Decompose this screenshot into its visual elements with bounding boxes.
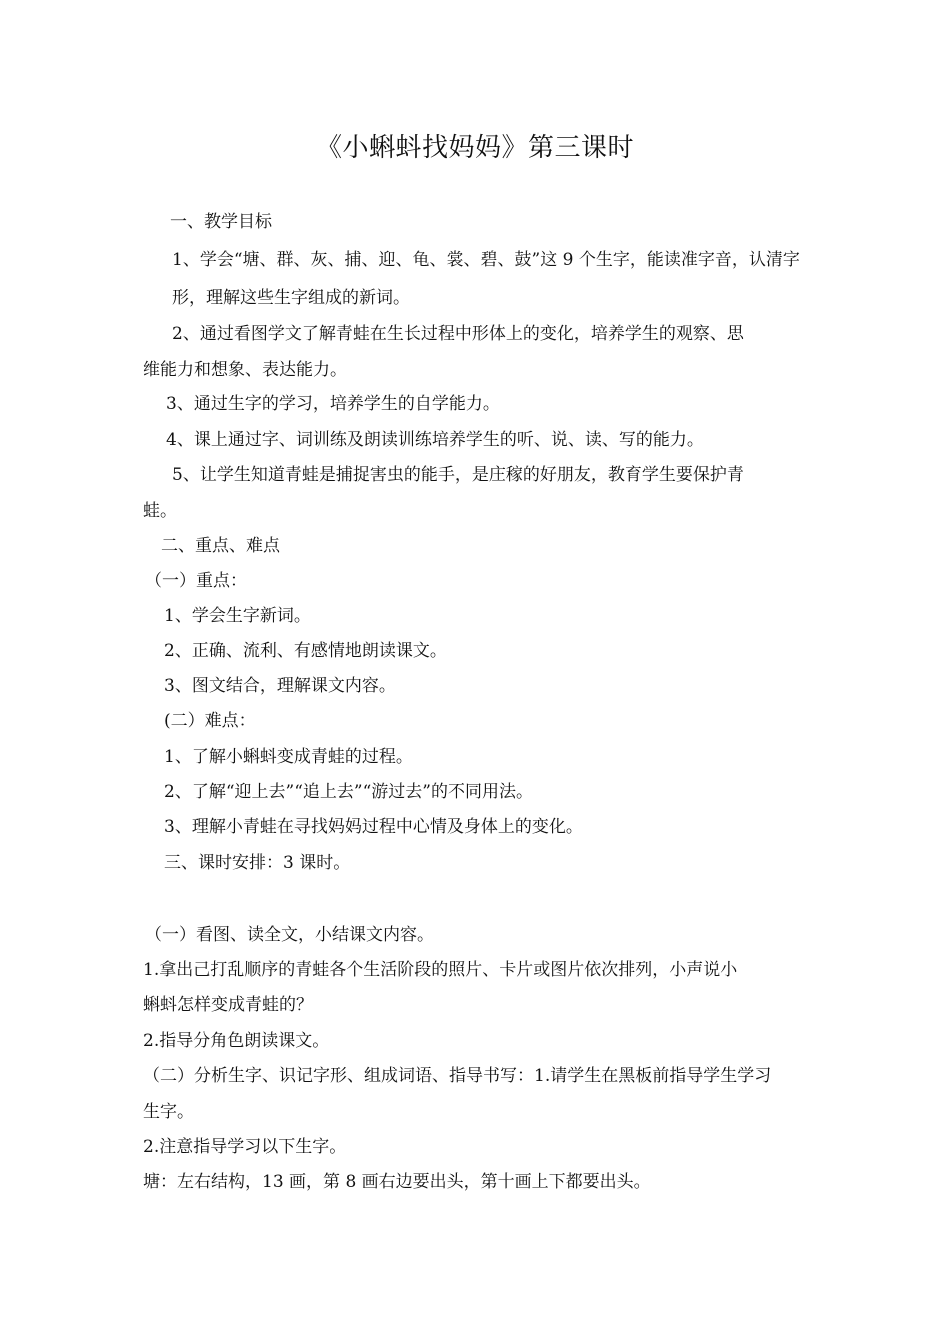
objective-5-line-1: 5、让学生知道青蛙是捕捉害虫的能手，是庄稼的好朋友，教育学生要保护青 — [172, 465, 744, 485]
subheading-difficulties: (二）难点： — [164, 711, 256, 731]
key-point-3: 3、图文结合，理解课文内容。 — [164, 676, 396, 696]
objective-1-line-2: 形，理解这些生字组成的新词。 — [172, 288, 410, 308]
activity-1-step-2: 2.指导分角色朗读课文。 — [143, 1031, 330, 1051]
activity-1-heading: （一）看图、读全文，小结课文内容。 — [145, 925, 434, 945]
difficulty-2: 2、了解“迎上去”“追上去”“游过去”的不同用法。 — [164, 782, 533, 802]
key-point-2: 2、正确、流利、有感情地朗读课文。 — [164, 641, 447, 661]
activity-2-heading-line-2: 生字。 — [143, 1102, 194, 1122]
objective-2-line-1: 2、通过看图学文了解青蛙在生长过程中形体上的变化，培养学生的观察、思 — [172, 324, 744, 344]
objective-2-line-2: 维能力和想象、表达能力。 — [143, 360, 347, 380]
objective-5-line-2: 蛙。 — [143, 501, 177, 521]
activity-1-step-1-line-1: 1.拿出己打乱顺序的青蛙各个生活阶段的照片、卡片或图片依次排列，小声说小 — [143, 960, 738, 980]
section-heading-schedule: 三、课时安排：3 课时。 — [164, 853, 351, 873]
activity-2-step-2: 2.注意指导学习以下生字。 — [143, 1137, 347, 1157]
difficulty-3: 3、理解小青蛙在寻找妈妈过程中心情及身体上的变化。 — [164, 817, 583, 837]
section-heading-objectives: 一、教学目标 — [170, 212, 272, 232]
character-note-tang: 塘：左右结构，13 画，第 8 画右边要出头，第十画上下都要出头。 — [143, 1172, 651, 1192]
objective-3: 3、通过生字的学习，培养学生的自学能力。 — [166, 394, 500, 414]
section-heading-key-points: 二、重点、难点 — [161, 536, 280, 556]
difficulty-1: 1、了解小蝌蚪变成青蛙的过程。 — [164, 747, 413, 767]
subheading-key-points: （一）重点： — [145, 571, 247, 591]
activity-2-heading-line-1: （二）分析生字、识记字形、组成词语、指导书写：1.请学生在黑板前指导学生学习 — [143, 1066, 772, 1086]
objective-4: 4、课上通过字、词训练及朗读训练培养学生的听、说、读、写的能力。 — [166, 430, 704, 450]
key-point-1: 1、学会生字新词。 — [164, 606, 311, 626]
activity-1-step-1-line-2: 蝌蚪怎样变成青蛙的？ — [143, 995, 313, 1015]
document-title: 《小蝌蚪找妈妈》第三课时 — [315, 133, 634, 163]
objective-1-line-1: 1、学会“塘、群、灰、捕、迎、龟、裳、碧、鼓”这 9 个生字，能读准字音，认清字 — [172, 250, 800, 270]
